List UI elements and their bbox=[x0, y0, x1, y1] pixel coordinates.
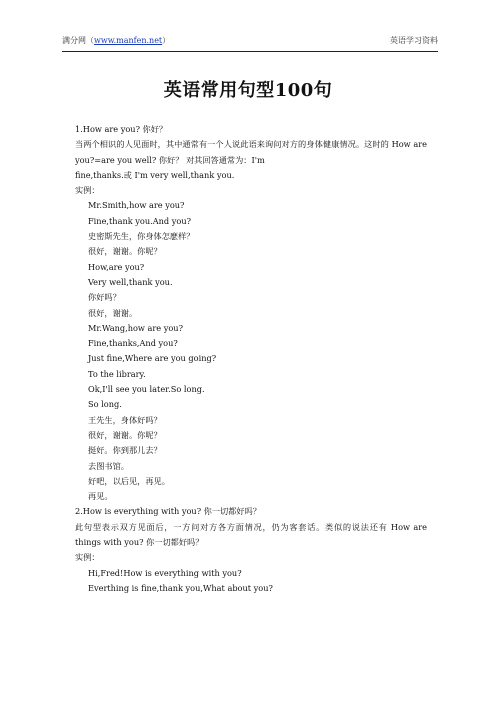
example-line: Hi,Fred!How is everything with you? bbox=[88, 567, 242, 578]
example-line: To the library. bbox=[88, 368, 146, 379]
example-line: 去图书馆。 bbox=[88, 460, 129, 471]
section-description: 当两个相识的人见面时，其中通常有一个人说此语来询问对方的身体健康情况。这时的 How are you?=are you well? 你好？ 对其回答通常为：I'm bbox=[75, 139, 427, 165]
header-site-suffix: ） bbox=[162, 36, 171, 45]
example-line: 很好，谢谢。你呢？ bbox=[88, 429, 162, 440]
section-description-cont: fine,thanks.或 I'm very well,thank you. bbox=[75, 169, 235, 180]
example-line: How,are you? bbox=[88, 261, 145, 272]
section-heading: 1.How are you? 你好？ bbox=[75, 124, 168, 134]
header-site bbox=[62, 36, 170, 46]
example-label: 实例： bbox=[75, 552, 100, 563]
example-line: 挺好。你到那儿去？ bbox=[88, 445, 162, 456]
example-line: 你好吗？ bbox=[88, 292, 121, 303]
example-line: 王先生，身体好吗？ bbox=[88, 414, 162, 425]
example-line: Just fine,Where are you going? bbox=[88, 353, 217, 364]
section-description: 此句型表示双方见面后，一方问对方各方面情况，仍为客套话。类似的说法还有 How are things with you? 你一切都好吗？ bbox=[75, 521, 427, 548]
example-line: Mr.Wang,how are you? bbox=[88, 322, 183, 333]
example-line: 史密斯先生，你身体怎麽样？ bbox=[88, 231, 195, 242]
example-label: 实例： bbox=[75, 185, 100, 196]
document-body bbox=[75, 122, 427, 596]
example-line: So long. bbox=[88, 399, 122, 410]
example-line: 很好，谢谢。 bbox=[88, 307, 138, 318]
page-header bbox=[62, 36, 438, 52]
example-line: Everthing is fine,thank you,What about you? bbox=[88, 582, 273, 593]
example-line: 好吧，以后见，再见。 bbox=[88, 475, 170, 486]
page-title: 英语常用句型100句 bbox=[163, 80, 333, 101]
site-link[interactable]: www.manfen.net bbox=[94, 36, 163, 45]
header-category: 英语学习资料 bbox=[390, 36, 438, 45]
example-line: Mr.Smith,how are you? bbox=[88, 200, 185, 211]
example-line: 很好，谢谢。你呢？ bbox=[88, 246, 162, 257]
example-line: Ok,I'll see you later.So long. bbox=[88, 384, 205, 395]
section-heading: 2.How is everything with you? 你一切都好吗？ bbox=[75, 506, 261, 517]
example-line: 再见。 bbox=[88, 491, 113, 502]
example-line: Fine,thanks,And you? bbox=[88, 338, 178, 349]
example-line: Very well,thank you. bbox=[88, 276, 173, 287]
example-line: Fine,thank you.And you? bbox=[88, 215, 191, 226]
header-site-prefix: 满分网（ bbox=[62, 36, 94, 45]
